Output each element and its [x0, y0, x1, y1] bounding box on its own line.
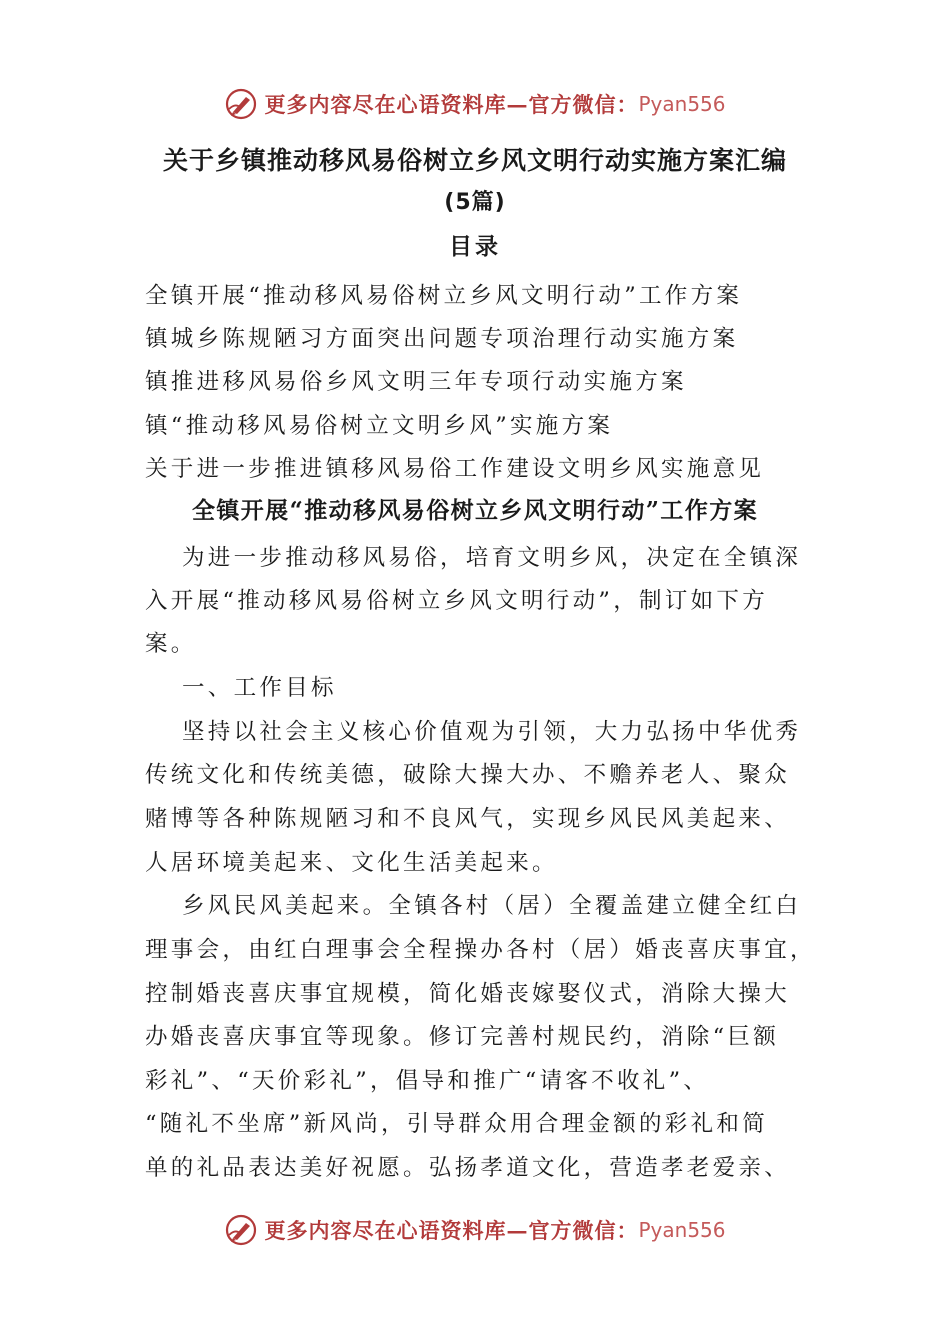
body-line: 为进一步推动移风易俗，培育文明乡风，决定在全镇深 — [182, 545, 802, 571]
body-line: 入开展“推动移风易俗树立乡风文明行动”，制订如下方 — [145, 588, 769, 614]
watermark-text: 更多内容尽在心语资料库—官方微信： — [264, 1218, 639, 1243]
body-line: 案。 — [145, 631, 197, 657]
pen-logo-icon — [224, 1213, 258, 1247]
document-title-count: (5篇) — [444, 190, 506, 215]
section-title: 全镇开展“推动移风易俗树立乡风文明行动”工作方案 — [191, 497, 759, 524]
body-line: 乡风民风美起来。全镇各村（居）全覆盖建立健全红白 — [182, 893, 802, 919]
toc-item: 镇城乡陈规陋习方面突出问题专项治理行动实施方案 — [145, 326, 739, 352]
toc-item: 关于进一步推进镇移风易俗工作建设文明乡风实施意见 — [145, 456, 765, 482]
section-heading-goals: 一、工作目标 — [182, 675, 337, 701]
body-line: 理事会，由红白理事会全程操办各村（居）婚丧喜庆事宜， — [145, 937, 816, 963]
watermark-banner-top — [0, 84, 950, 124]
toc-item: 镇“推动移风易俗树立文明乡风”实施方案 — [145, 413, 614, 439]
document-title: 关于乡镇推动移风易俗树立乡风文明行动实施方案汇编 — [162, 146, 787, 175]
body-line: 办婚丧喜庆事宜等现象。修订完善村规民约，消除“巨额 — [145, 1024, 780, 1050]
body-line: 人居环境美起来、文化生活美起来。 — [145, 850, 558, 876]
body-line: 传统文化和传统美德，破除大操大办、不赡养老人、聚众 — [145, 762, 791, 788]
watermark-wechat-id: Pyan556 — [638, 92, 726, 116]
body-line: 控制婚丧喜庆事宜规模，简化婚丧嫁娶仪式，消除大操大 — [145, 981, 791, 1007]
toc-heading: 目录 — [449, 233, 501, 260]
pen-logo-icon — [224, 87, 258, 121]
toc-item: 全镇开展“推动移风易俗树立乡风文明行动”工作方案 — [145, 283, 743, 309]
body-line: 单的礼品表达美好祝愿。弘扬孝道文化，营造孝老爱亲、 — [145, 1155, 791, 1181]
watermark-text: 更多内容尽在心语资料库—官方微信： — [264, 92, 639, 117]
body-line: 赌博等各种陈规陋习和不良风气，实现乡风民风美起来、 — [145, 806, 791, 832]
toc-item: 镇推进移风易俗乡风文明三年专项行动实施方案 — [145, 369, 687, 395]
body-line: “随礼不坐席”新风尚，引导群众用合理金额的彩礼和简 — [145, 1111, 769, 1137]
body-line: 彩礼”、“天价彩礼”，倡导和推广“请客不收礼”、 — [145, 1068, 710, 1094]
watermark-wechat-id: Pyan556 — [638, 1218, 726, 1242]
watermark-banner-bottom — [0, 1210, 950, 1250]
body-line: 坚持以社会主义核心价值观为引领，大力弘扬中华优秀 — [182, 719, 802, 745]
